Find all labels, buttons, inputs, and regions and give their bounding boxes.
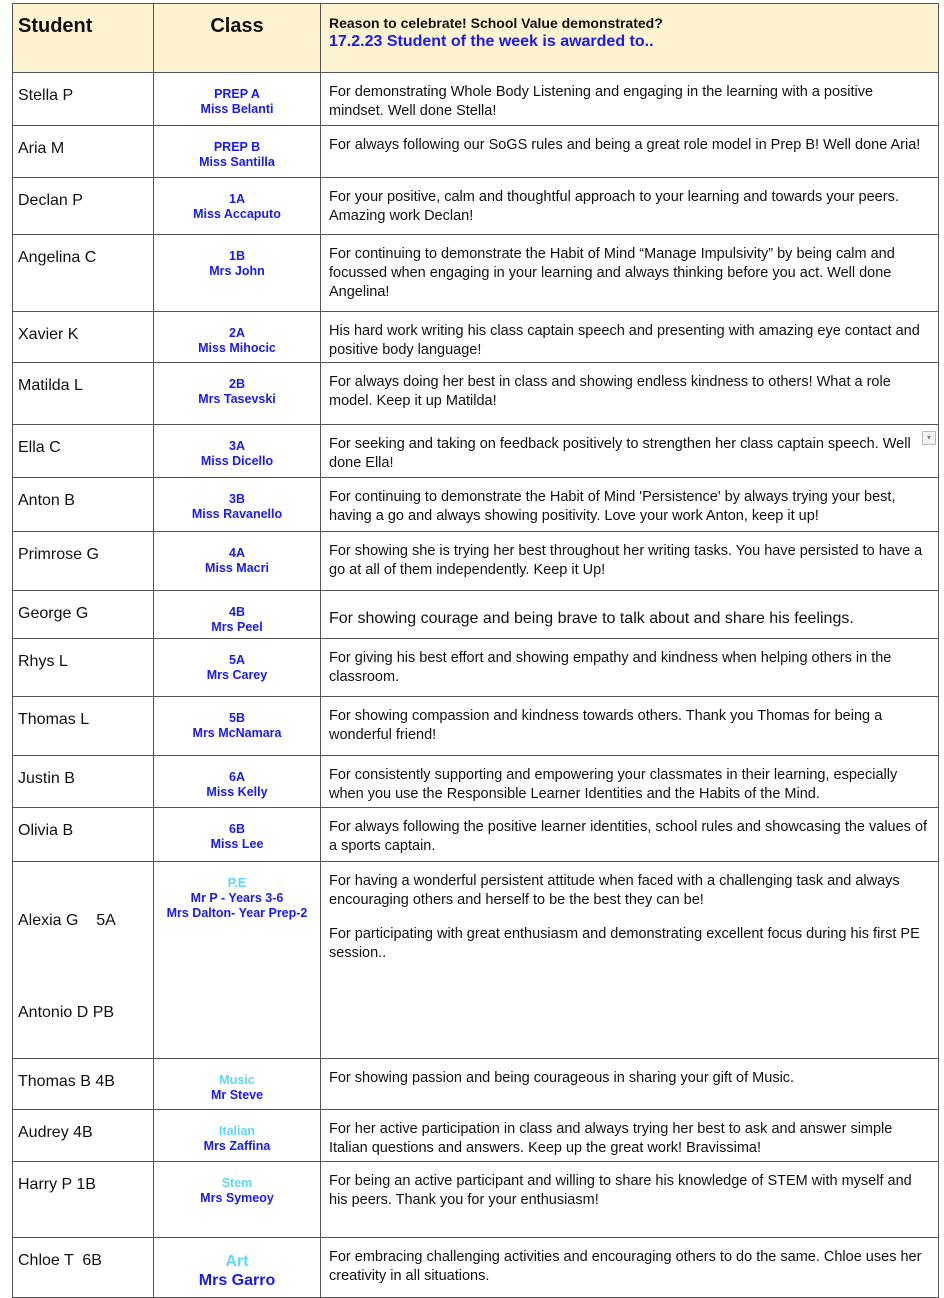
student-name: Chloe T 6B [13,1238,154,1298]
table-row [13,1238,939,1298]
reason-text: For consistently supporting and empowering your classmates in their learning, especially when you use the Responsible Learner Identities and the Habits of the Mind. [321,756,939,808]
dropdown-arrow-icon[interactable]: ▾ [922,431,936,445]
student-name: Justin B [13,756,154,808]
class-level: 3A [229,439,245,453]
student-name: Anton B [13,478,154,532]
reason-column-header [321,4,939,73]
student-name: Audrey 4B [13,1110,154,1162]
class-level: 2A [229,326,245,340]
reason-text: For embracing challenging activities and encouraging others to do the same. Chloe uses her creativity in all situations. [321,1238,939,1298]
table-row [13,478,939,532]
class-level: 1A [229,192,245,206]
class-subject: Stem [221,1176,253,1190]
table-row [13,591,939,639]
class-cell [154,862,321,1059]
class-teacher: Miss Dicello [200,454,274,468]
header-row [13,4,939,73]
class-subject: Art [225,1253,249,1270]
student-name: Antonio D PB [18,1004,115,1021]
student-name: Thomas L [13,697,154,756]
class-cell [154,1110,321,1162]
award-subtitle: 17.2.23 Student of the week is awarded to.. [329,33,654,50]
class-cell [154,591,321,639]
class-cell [154,73,321,126]
reason-text: For being an active participant and willing to share his knowledge of STEM with myself and his peers. Thank you for your enthusiasm! [321,1162,939,1238]
class-cell [154,697,321,756]
reason-text: For having a wonderful persistent attitude when faced with a challenging task and always encouraging others and herself to be the best they can be! [329,873,900,908]
class-subject: Italian [218,1124,256,1138]
student-name: Rhys L [13,639,154,697]
student-name: Angelina C [13,235,154,312]
class-teacher: Mrs Tasevski [198,392,276,406]
class-teacher: Miss Macri [205,561,269,575]
reason-text: For demonstrating Whole Body Listening and engaging in the learning with a positive mindset. Well done Stella! [321,73,939,126]
reason-text: For continuing to demonstrate the Habit of Mind “Manage Impulsivity” by being calm and focussed when engaging in your learning and always thinking before you act. Well done Angelina! [321,235,939,312]
student-column-header: Student [13,4,154,73]
class-teacher: Mrs Dalton- Year Prep-2 [166,906,308,920]
reason-text: For showing she is trying her best throughout her writing tasks. You have persisted to have a go at all of them independently. Keep it Up! [321,532,939,591]
class-cell [154,126,321,178]
class-level: 2B [229,377,245,391]
class-teacher: Miss Kelly [206,785,268,799]
class-teacher: Mrs Zaffina [203,1139,271,1153]
reason-text: For her active participation in class and always trying her best to ask and answer simple Italian questions and answers. Keep up the great work! Bravissima! [321,1110,939,1162]
class-cell [154,1238,321,1298]
reason-text: For showing compassion and kindness towards others. Thank you Thomas for being a wonderful friend! [321,697,939,756]
student-of-the-week-table [12,3,939,1298]
class-level: 6B [229,822,245,836]
student-names-pe [13,862,154,1059]
table-row [13,73,939,126]
student-name: Olivia B [13,808,154,862]
reason-question: Reason to celebrate! School Value demonstrated? [329,15,663,31]
class-cell [154,756,321,808]
reason-text: For seeking and taking on feedback positively to strengthen her class captain speech. Well done Ella! [329,436,911,471]
class-column-header: Class [154,4,321,73]
class-teacher: Mr Steve [210,1088,264,1102]
reason-text: For always following our SoGS rules and being a great role model in Prep B! Well done Aria! [321,126,939,178]
student-name: Stella P [13,73,154,126]
class-teacher: Miss Accaputo [193,207,281,221]
table-row [13,639,939,697]
class-teacher: Mrs John [209,264,265,278]
table-row [13,178,939,235]
class-teacher: Mrs Symeoy [200,1191,274,1205]
class-level: 1B [229,249,245,263]
class-teacher: Mrs Peel [211,620,263,634]
reason-text: For continuing to demonstrate the Habit of Mind 'Persistence' by always trying your best, having a go and always showing positivity. Love your work Anton, keep it up! [321,478,939,532]
table-row [13,126,939,178]
class-cell [154,1059,321,1110]
table-row-pe [13,862,939,1059]
table-row [13,756,939,808]
table-row [13,235,939,312]
reason-text: For always following the positive learner identities, school rules and showcasing the values of a sports captain. [321,808,939,862]
class-level: 5A [229,653,245,667]
student-name: Declan P [13,178,154,235]
student-name: Matilda L [13,363,154,425]
table-row [13,363,939,425]
class-cell [154,478,321,532]
class-teacher: Mrs McNamara [192,726,282,740]
class-cell [154,312,321,363]
table-row [13,697,939,756]
reason-text: For giving his best effort and showing empathy and kindness when helping others in the classroom. [321,639,939,697]
reason-text: For your positive, calm and thoughtful approach to your learning and towards your peers. Amazing work Declan! [321,178,939,235]
class-cell [154,235,321,312]
student-name: Aria M [13,126,154,178]
reason-text: For participating with great enthusiasm and demonstrating excellent focus during his first PE session.. [329,926,920,961]
student-name: Thomas B 4B [13,1059,154,1110]
student-name: Xavier K [13,312,154,363]
table-row [13,1110,939,1162]
table-row [13,532,939,591]
reason-cell [321,425,939,478]
class-teacher: Miss Belanti [200,102,274,116]
class-level: PREP B [213,140,261,154]
class-teacher: Miss Santilla [199,155,275,169]
student-name: Harry P 1B [13,1162,154,1238]
student-name: George G [13,591,154,639]
class-teacher: Miss Lee [210,837,264,851]
class-level: 4A [229,546,245,560]
table-row [13,1059,939,1110]
table-row [13,425,939,478]
class-subject: Music [219,1073,255,1087]
student-name: Ella C [13,425,154,478]
class-cell [154,178,321,235]
reason-text: For showing courage and being brave to talk about and share his feelings. [321,591,939,639]
student-name: Alexia G 5A [18,912,116,929]
table-row [13,312,939,363]
class-level: 4B [229,605,245,619]
class-teacher: Mrs Carey [206,668,268,682]
class-level: 6A [229,770,245,784]
table-row [13,808,939,862]
class-cell [154,363,321,425]
class-teacher: Mr P - Years 3-6 [190,891,284,905]
reason-text: For always doing her best in class and showing endless kindness to others! What a role model. Keep it up Matilda! [321,363,939,425]
class-subject: P.E [227,876,247,890]
class-cell [154,425,321,478]
class-level: PREP A [214,87,260,101]
reason-text: For showing passion and being courageous in sharing your gift of Music. [321,1059,939,1110]
class-teacher: Mrs Garro [198,1272,276,1289]
student-name: Primrose G [13,532,154,591]
class-cell [154,639,321,697]
class-level: 3B [229,492,245,506]
class-cell [154,532,321,591]
reason-text: His hard work writing his class captain speech and presenting with amazing eye contact and positive body language! [321,312,939,363]
class-cell [154,808,321,862]
class-level: 5B [229,711,245,725]
reason-cell [321,862,939,1059]
class-teacher: Miss Ravanello [191,507,283,521]
class-teacher: Miss Mihocic [198,341,276,355]
